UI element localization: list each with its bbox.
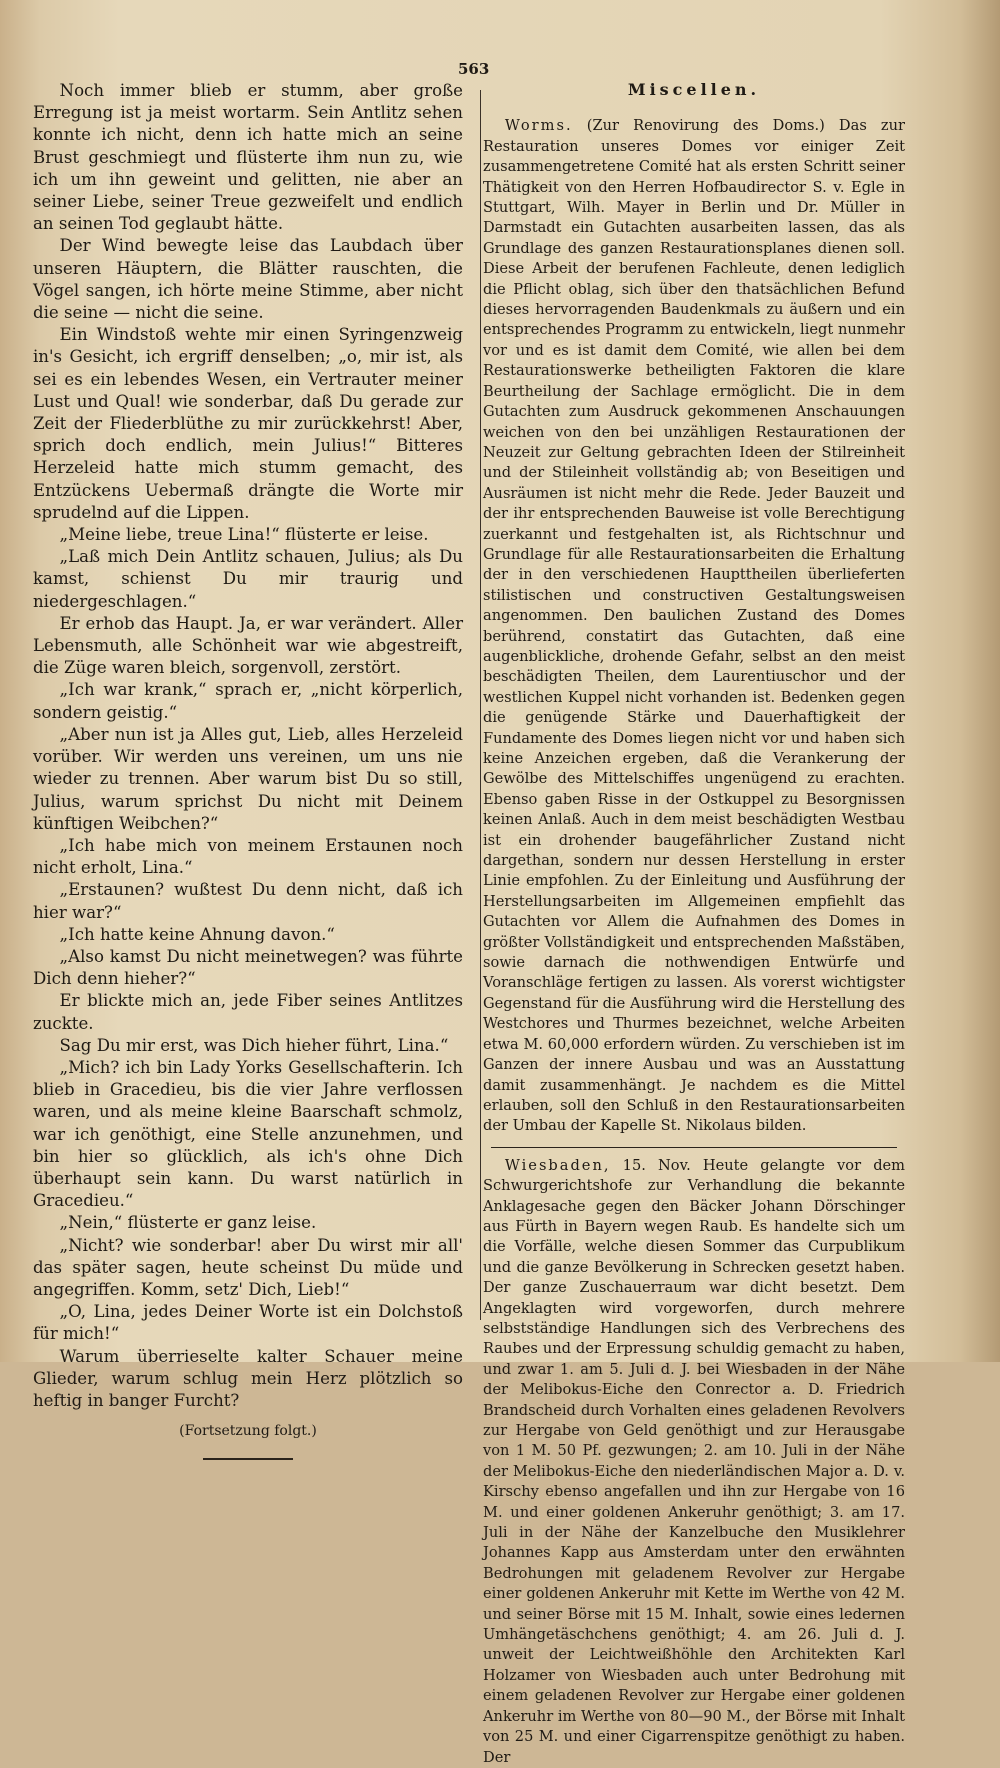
- dateline-place: Wiesbaden,: [504, 1156, 611, 1174]
- article-separator: [491, 1147, 897, 1148]
- section-title: Miscellen.: [627, 80, 761, 99]
- story-paragraph: „Aber nun ist ja Alles gut, Lieb, alles Herzeleid vorüber. Wir werden uns vereinen, um uns nie wieder zu trennen. Aber warum bist Du so still, Julius, warum sprichst Du nicht mit Deinem künftigen Weibchen?“: [33, 724, 463, 833]
- article-wiesbaden: [483, 1156, 905, 1768]
- story-paragraph: Er blickte mich an, jede Fiber seines Antlitzes zuckte.: [33, 991, 463, 1033]
- story-column: [33, 80, 463, 1460]
- story-paragraph: Ein Windstoß wehte mir einen Syringenzweig in's Gesicht, ich ergriff denselben; „o, mir ist, als sei es ein lebendes Wesen, ein Vertrauter meiner Lust und Qual! wie sonderbar, daß Du gerade zur Zeit der Fliederblüthe zu mir zurückkehrst! Aber, sprich doch endlich, mein Julius!“ Bitteres Herzeleid hatte mich stumm gemacht, des Entzückens Uebermaß drängte die Worte mir sprudelnd auf die Lippen.: [33, 325, 463, 522]
- column-divider: [480, 90, 481, 1320]
- page-number: 563: [458, 60, 490, 78]
- story-paragraph: „O, Lina, jedes Deiner Worte ist ein Dolchstoß für mich!“: [33, 1302, 463, 1344]
- dateline-date: 15. Nov.: [622, 1156, 691, 1174]
- story-paragraph: Sag Du mir erst, was Dich hieher führt, Lina.“: [59, 1035, 449, 1055]
- story-paragraph: Er erhob das Haupt. Ja, er war verändert. Aller Lebensmuth, alle Schönheit war wie abgestreift, die Züge waren bleich, sorgenvoll, zerstört.: [33, 613, 463, 678]
- end-rule: [203, 1458, 293, 1460]
- story-paragraph: „Erstaunen? wußtest Du denn nicht, daß ich hier war?“: [33, 880, 463, 922]
- story-paragraph: „Meine liebe, treue Lina!“ flüsterte er leise.: [59, 525, 429, 545]
- story-paragraph: Der Wind bewegte leise das Laubdach über unseren Häuptern, die Blätter rauschten, die Vögel sangen, ich hörte meine Stimme, aber nicht die seine — nicht die seine.: [33, 236, 463, 323]
- story-paragraph: „Also kamst Du nicht meinetwegen? was führte Dich denn hieher?“: [33, 946, 463, 989]
- story-paragraph: „Ich war krank,“ sprach er, „nicht körperlich, sondern geistig.“: [33, 680, 463, 722]
- story-paragraph: „Laß mich Dein Antlitz schauen, Julius; als Du kamst, schienst Du mir traurig und niedergeschlagen.“: [33, 547, 463, 611]
- story-paragraph: „Ich habe mich von meinem Erstaunen noch nicht erholt, Lina.“: [33, 835, 463, 878]
- story-paragraph: „Nein,“ flüsterte er ganz leise.: [59, 1213, 317, 1233]
- dateline-place: Worms.: [504, 117, 573, 135]
- article-body: Das zur Restauration unseres Domes vor einiger Zeit zusammengetretene Comité hat als ersten Schritt seiner Thätigkeit von den Herren Hofbaudirector S. v. Egle in Stuttgart, Wilh. Mayer in Berlin und Dr. Müller in Darmstadt ein Gutachten ausarbeiten lassen, das als Grundlage des ganzen Restaurationsplanes dienen soll. Diese Arbeit der berufenen Fachleute, denen lediglich die Pflicht oblag, sich über den thatsächlichen Befund dieses hervorragenden Baudenkmals zu äußern und ein entsprechendes Programm zu entwickeln, liegt nunmehr vor und es ist damit dem Comité, wie allen bei dem Restaurationswerke betheiligten Faktoren die klare Beurtheilung der Sachlage ermöglicht. Die in dem Gutachten zum Ausdruck gekommenen Anschauungen weichen von den bei unzähligen Restaurationen der Neuzeit zur Geltung gebrachten Ideen der Stilreinheit und der Stileinheit vollständig ab; von Beseitigen und Ausräumen ist nicht mehr die Rede. Jeder Bauzeit und der ihr entsprechenden Bauweise ist volle Berechtigung zuerkannt und festgehalten ist, als Richtschnur und Grundlage für alle Restaurationsarbeiten die Erhaltung der in den verschiedenen Haupttheilen überlieferten stilistischen und constructiven Gestaltungsweisen angenommen. Den baulichen Zustand des Domes berührend, constatirt das Gutachten, daß eine augenblickliche, drohende Gefahr, selbst an den meist beschädigten Theilen, dem Laurentiuschor und der westlichen Kuppel nicht vorhanden ist. Bedenken gegen die genügende Stärke und Dauerhaftigkeit der Fundamente des Domes liegen nicht vor und haben sich keine Anzeichen ergeben, daß die Verankerung der Gewölbe des Mittelschiffes ungenügend zu erachten. Ebenso gaben Risse in der Ostkuppel zu Besorgnissen keinen Anlaß. Auch in dem meist beschädigten Westbau ist ein drohender baugefährlicher Zustand nicht dargethan, sondern nur dessen Herstellung in erster Linie empfohlen. Zu der Einleitung und Ausführung der Herstellungsarbeiten im Allgemeinen empfiehlt das Gutachten vor Allem die Aufnahmen des Domes in größter Vollständigkeit und entsprechenden Maßstäben, sowie darnach die nothwendigen Entwürfe und Voranschläge fertigen zu lassen. Als vorerst wichtigster Gegenstand für die Ausführung wird die Herstellung des Westchores und Thurmes bezeichnet, welche Arbeiten etwa M. 60,000 erfordern würden. Zu verschieben ist im Ganzen der innere Ausbau und was an Ausstattung damit zusammenhängt. Je nachdem es die Mittel erlauben, soll den Schluß in den Restaurationsarbeiten der Umbau der Kapelle St. Nikolaus bilden.: [483, 117, 905, 1135]
- article-worms: [483, 116, 905, 1136]
- story-paragraph: „Ich hatte keine Ahnung davon.“: [59, 924, 335, 944]
- story-paragraph: „Mich? ich bin Lady Yorks Gesellschafterin. Ich blieb in Gracedieu, bis die vier Jahre verflossen waren, und als meine kleine Baarschaft schmolz, war ich genöthigt, eine Stelle anzunehmen, und bin hier so glücklich, als ich's ohne Dich überhaupt sein kann. Du warst natürlich in Gracedieu.“: [33, 1057, 463, 1211]
- story-paragraph: „Nicht? wie sonderbar! aber Du wirst mir all' das später sagen, heute scheinst Du müde und angegriffen. Komm, setz' Dich, Lieb!“: [33, 1235, 463, 1299]
- story-paragraph: Noch immer blieb er stumm, aber große Erregung ist ja meist wortarm. Sein Antlitz sehen konnte ich nicht, denn ich hatte mich an seine Brust geschmiegt und flüsterte ihm nun zu, wie ich um ihn geweint und gelitten, nie aber an seiner Liebe, seiner Treue gezweifelt und endlich an seinen Tod geglaubt hätte.: [33, 81, 463, 234]
- miscellany-column: [483, 80, 905, 1768]
- article-body: Heute gelangte vor dem Schwurgerichtshofe zur Verhandlung die bekannte Anklagesache gegen den Bäcker Johann Dörschinger aus Fürth in Bayern wegen Raub. Es handelte sich um die Vorfälle, welche diesen Sommer das Curpublikum und die ganze Bevölkerung in Schrecken gesetzt haben. Der ganze Zuschauerraum war dicht besetzt. Dem Angeklagten wird vorgeworfen, durch mehrere selbstständige Handlungen sich des Verbrechens des Raubes und der Erpressung schuldig gemacht zu haben, und zwar 1. am 5. Juli d. J. bei Wiesbaden in der Nähe der Melibokus-Eiche den Conrector a. D. Friedrich Brandscheid durch Vorhalten eines geladenen Revolvers zur Hergabe von Geld genöthigt und zur Herausgabe von 1 M. 50 Pf. gezwungen; 2. am 10. Juli in der Nähe der Melibokus-Eiche den niederländischen Major a. D. v. Kirschy ebenso angefallen und ihn zur Hergabe von 16 M. und einer goldenen Ankeruhr genöthigt; 3. am 17. Juli in der Nähe der Kanzelbuche den Musiklehrer Johannes Kapp aus Amsterdam unter den erwähnten Bedrohungen mit geladenem Revolver zur Hergabe einer goldenen Ankeruhr mit Kette im Werthe von 42 M. und seiner Börse mit 15 M. Inhalt, sowie eines ledernen Umhängetäschchens genöthigt; 4. am 26. Juli d. J. unweit der Leichtweißhöhle den Architekten Karl Holzamer von Wiesbaden auch unter Bedrohung mit einem geladenen Revolver zur Hergabe einer goldenen Ankeruhr im Werthe von 80—90 M., der Börse mit Inhalt von 25 M. und einer Cigarrenspitze genöthigt zu haben. Der: [483, 1156, 906, 1766]
- article-subtitle: (Zur Renovirung des Doms.): [586, 117, 825, 135]
- continuation-note: (Fortsetzung folgt.): [179, 1423, 317, 1440]
- story-paragraph: Warum überrieselte kalter Schauer meine Glieder, warum schlug mein Herz plötzlich so heftig in banger Furcht?: [33, 1346, 463, 1410]
